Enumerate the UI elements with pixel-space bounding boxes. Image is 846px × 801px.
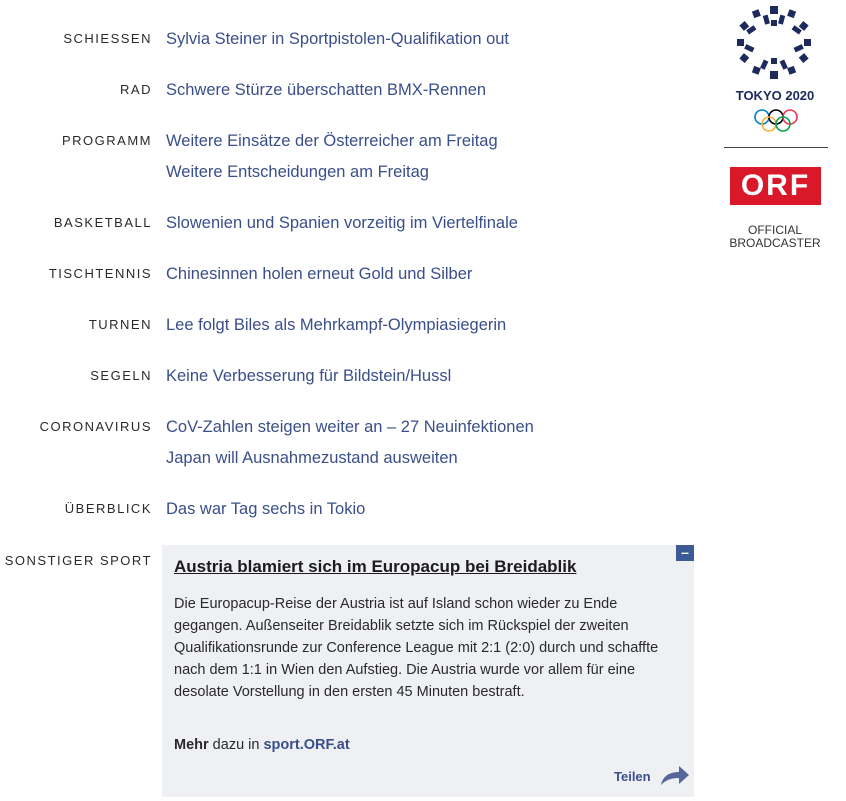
headline-link[interactable]: Keine Verbesserung für Bildstein/Hussl	[166, 367, 452, 385]
headline-link[interactable]: Lee folgt Biles als Mehrkampf-Olympiasiegerin	[166, 316, 507, 334]
category-label: ÜBERBLICK	[64, 501, 152, 516]
article-text: Die Europacup-Reise der Austria ist auf Island schon wieder zu Ende gegangen. Außenseiter Breidablik setzte sich im Rückspiel der zweiten Qualifikationsrunde zur Conference League mit 2:1 (2:0) durch und schaffte nach dem 1:1 in Wien den Aufstieg. Die Austria wurde vor allem für eine desolate Vorstellung in den ersten 45 Minuten bestraft.	[174, 596, 659, 700]
sport-orf-link[interactable]: sport.ORF.at	[263, 737, 350, 753]
headline-link[interactable]: Sylvia Steiner in Sportpistolen-Qualifikation out	[166, 30, 510, 48]
olympic-rings-icon	[755, 110, 797, 131]
collapse-icon: –	[681, 544, 689, 560]
expanded-article	[162, 545, 694, 797]
games-logo-text: TOKYO 2020	[735, 88, 815, 103]
category-label: CORONAVIRUS	[39, 419, 152, 434]
share-arrow-icon	[659, 763, 691, 789]
official-label-line1: OFFICIAL	[747, 223, 802, 237]
headline-link[interactable]: Weitere Einsätze der Österreicher am Freitag	[166, 132, 498, 150]
headline-link[interactable]: Das war Tag sechs in Tokio	[166, 500, 366, 518]
category-label: SEGELN	[90, 368, 152, 383]
category-label: PROGRAMM	[62, 133, 152, 148]
collapse-button[interactable]	[676, 545, 694, 561]
headline-link[interactable]: Chinesinnen holen erneut Gold und Silber	[166, 265, 473, 283]
category-label: TISCHTENNIS	[48, 266, 152, 281]
category-label: RAD	[120, 82, 152, 97]
headline-link[interactable]: Schwere Stürze überschatten BMX-Rennen	[166, 81, 487, 99]
category-label: BASKETBALL	[53, 215, 152, 230]
share-button[interactable]	[614, 763, 691, 789]
article-title-link[interactable]: Austria blamiert sich im Europacup bei Breidablik	[174, 557, 577, 576]
official-label-line2: BROADCASTER	[729, 236, 821, 250]
logo-divider	[724, 147, 828, 148]
official-broadcaster-label	[720, 224, 830, 250]
orf-logo: ORF	[730, 167, 821, 205]
more-link-line	[174, 737, 350, 753]
category-label: TURNEN	[88, 317, 152, 332]
headline-link[interactable]: Weitere Entscheidungen am Freitag	[166, 163, 429, 181]
more-mid-text: dazu in	[208, 737, 264, 753]
headline-link[interactable]: Japan will Ausnahmezustand ausweiten	[166, 449, 458, 467]
more-label: Mehr	[174, 737, 209, 753]
category-label: SONSTIGER SPORT	[4, 553, 152, 568]
category-label: SCHIESSEN	[63, 31, 152, 46]
tokyo-2020-logo	[730, 0, 820, 138]
headline-link[interactable]: CoV-Zahlen steigen weiter an – 27 Neuinfektionen	[166, 418, 534, 436]
share-label: Teilen	[614, 768, 651, 784]
headline-link[interactable]: Slowenien und Spanien vorzeitig im Viertelfinale	[166, 214, 518, 232]
